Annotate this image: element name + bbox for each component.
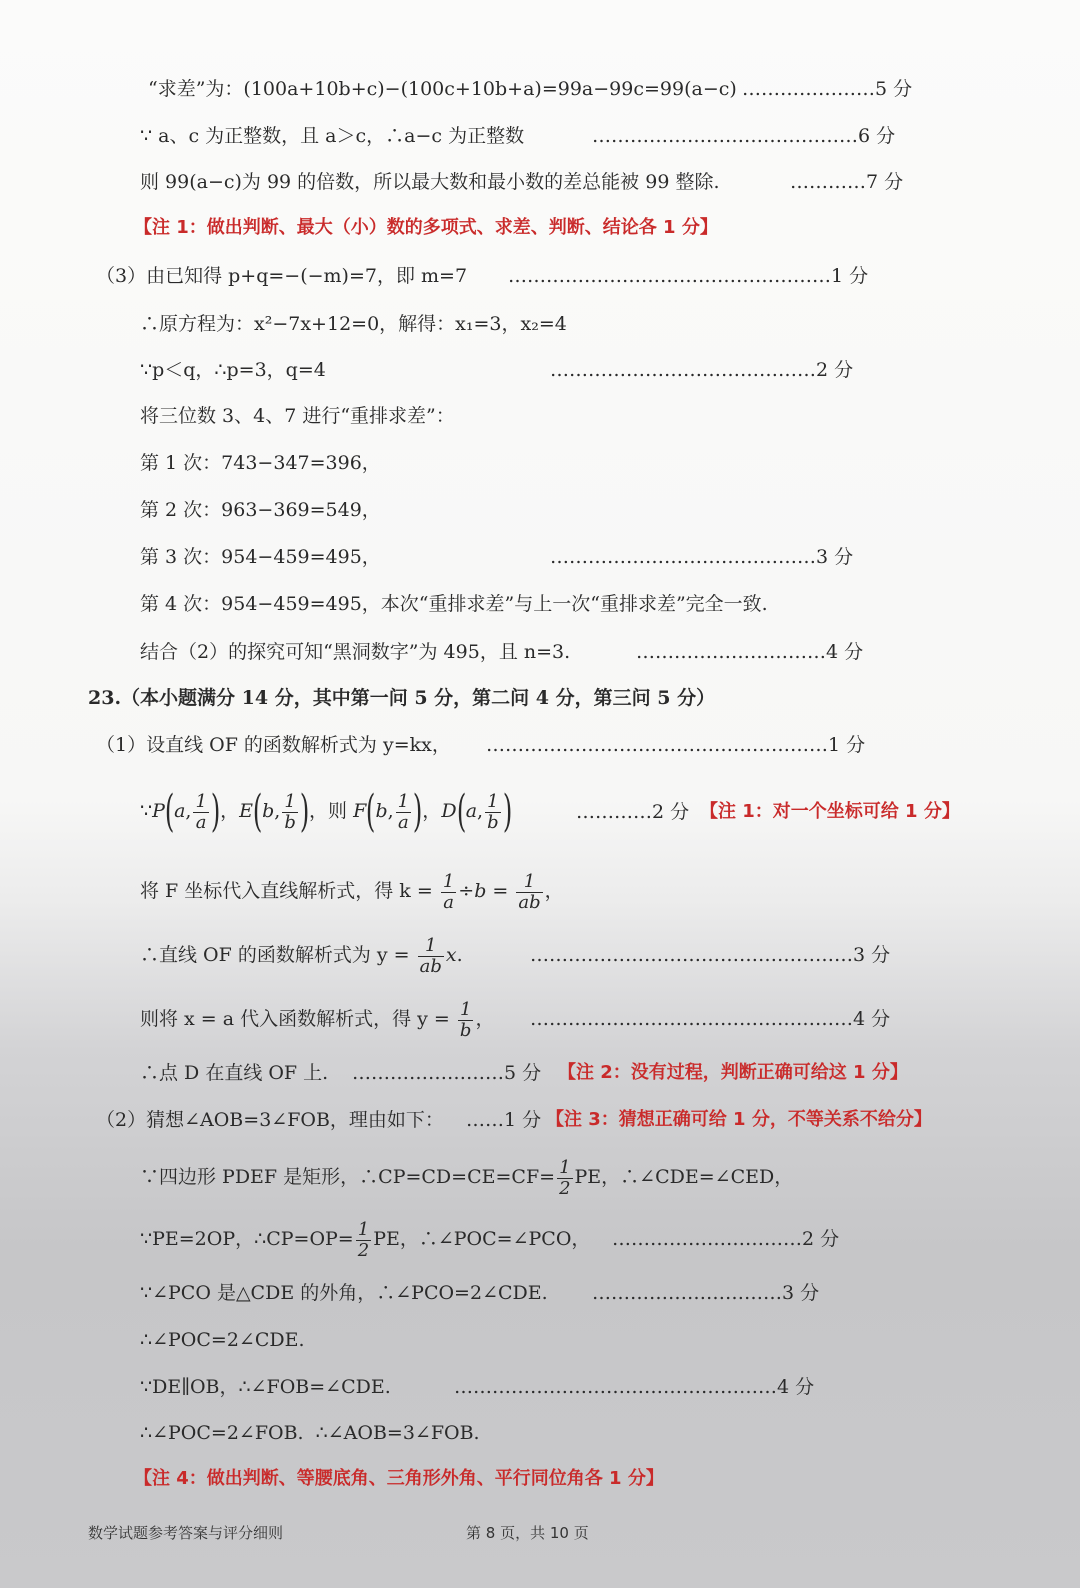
divisible-conclusion: 则 99(a−c)为 99 的倍数，所以最大数和最小数的差总能被 99 整除.: [140, 171, 720, 193]
iteration-3: 第 3 次：954−459=495，: [140, 546, 381, 568]
line-of-expression: ∴直线 OF 的函数解析式为 y = $\frac{1}{ab}$ x.: [140, 934, 463, 977]
score-1a: ……………………………………………1 分: [508, 265, 869, 287]
point-coordinates: ∵P(a, $\frac{1}{a}$ )，E(b, $\frac{1}{b}$ )，则 F(b, $\frac{1}{a}$ )，D(a, $\frac{1}{b}$ ): [140, 786, 512, 837]
exterior-angle: ∵∠PCO 是△CDE 的外角，∴∠PCO=2∠CDE.: [140, 1282, 548, 1304]
score-2a: ……………………………………2 分: [550, 359, 854, 381]
p-q-values: ∵p＜q，∴p=3，q=4: [140, 359, 326, 381]
score-1c: ……1 分: [466, 1109, 542, 1131]
rectangle-reason-a: ∵四边形 PDEF 是矩形，∴CP=CD=CE=CF=: [140, 1166, 556, 1188]
rectangle-reason: ∵四边形 PDEF 是矩形，∴CP=CD=CE=CF= $\frac{1}{2}$ PE，∴∠CDE=∠CED，: [140, 1156, 794, 1199]
note-1: 【注 1：做出判断、最大（小）数的多项式、求差、判断、结论各 1 分】: [134, 217, 718, 238]
pe-reason-a: ∵PE=2OP，∴CP=OP=: [140, 1228, 354, 1250]
rearrange-intro: 将三位数 3、4、7 进行“重排求差”：: [140, 405, 455, 427]
part3-m-value: （3）由已知得 p+q=−(−m)=7，即 m=7: [96, 265, 468, 287]
question-23-heading: 23.（本小题满分 14 分，其中第一问 5 分，第二问 4 分，第三问 5 分）: [88, 687, 716, 709]
score-4c: ……………………………………………4 分: [454, 1376, 815, 1398]
note-3: 【注 3：猜想正确可给 1 分，不等关系不给分】: [546, 1109, 932, 1130]
score-5: …………………5 分: [742, 78, 913, 100]
part2-conjecture: （2）猜想∠AOB=3∠FOB，理由如下：: [96, 1109, 444, 1131]
note-2: 【注 2：没有过程，判断正确可给这 1 分】: [558, 1062, 908, 1083]
score-2c: …………………………2 分: [612, 1228, 840, 1250]
score-4b: ……………………………………………4 分: [530, 1008, 891, 1030]
k-value: 将 F 坐标代入直线解析式，得 k = $\frac{1}{a}$ ÷b = $\frac{1}{ab}$ ，: [140, 870, 564, 913]
score-1b: ………………………………………………1 分: [486, 734, 866, 756]
score-7: …………7 分: [790, 171, 904, 193]
difference-expression: “求差”为：(100a+10b+c)−(100c+10b+a)=99a−99c=99(a−c): [148, 78, 737, 100]
black-hole-conclusion: 结合（2）的探究可知“黑洞数字”为 495，且 n=3.: [140, 641, 571, 663]
poc-relation: ∴∠POC=2∠CDE.: [140, 1329, 305, 1351]
substitute-x: 则将 x = a 代入函数解析式，得 y = $\frac{1}{b}$ ，: [140, 998, 495, 1041]
iteration-4: 第 4 次：954−459=495，本次“重排求差”与上一次“重排求差”完全一致.: [140, 593, 768, 615]
note-coordinate: 【注 1：对一个坐标可给 1 分】: [700, 801, 960, 822]
k-value-text: 将 F 坐标代入直线解析式，得 k =: [140, 880, 433, 902]
line-of-text: ∴直线 OF 的函数解析式为 y =: [140, 944, 410, 966]
part1-setup: （1）设直线 OF 的函数解析式为 y=kx，: [96, 734, 451, 756]
footer-title: 数学试题参考答案与评分细则: [88, 1524, 284, 1542]
substitute-x-text: 则将 x = a 代入函数解析式，得 y =: [140, 1008, 450, 1030]
pe-reason-b: PE，∴∠POC=∠PCO，: [373, 1228, 591, 1250]
note-4: 【注 4：做出判断、等腰底角、三角形外角、平行同位角各 1 分】: [134, 1468, 664, 1489]
pe-reason: ∵PE=2OP，∴CP=OP= $\frac{1}{2}$ PE，∴∠POC=∠PCO，: [140, 1218, 591, 1261]
score-3a: ……………………………………3 分: [550, 546, 854, 568]
score-6: ……………………………………6 分: [592, 125, 896, 147]
score-4a: …………………………4 分: [636, 641, 864, 663]
iteration-1: 第 1 次：743−347=396，: [140, 452, 381, 474]
d-on-line: ∴点 D 在直线 OF 上.: [140, 1062, 329, 1084]
score-5b: ……………………5 分: [352, 1062, 542, 1084]
footer-page-number: 第 8 页，共 10 页: [466, 1524, 589, 1542]
rectangle-reason-b: PE，∴∠CDE=∠CED，: [574, 1166, 794, 1188]
parallel-reason: ∵DE∥OB，∴∠FOB=∠CDE.: [140, 1376, 391, 1398]
integer-reason: ∵ a、c 为正整数，且 a＞c，∴a−c 为正整数: [140, 125, 525, 147]
score-2b: …………2 分: [576, 801, 690, 823]
final-conclusion: ∴∠POC=2∠FOB. ∴∠AOB=3∠FOB.: [140, 1422, 480, 1444]
equation-solution: ∴原方程为：x²−7x+12=0，解得：x₁=3，x₂=4: [140, 313, 567, 335]
score-3c: …………………………3 分: [592, 1282, 820, 1304]
score-3b: ……………………………………………3 分: [530, 944, 891, 966]
iteration-2: 第 2 次：963−369=549，: [140, 499, 381, 521]
